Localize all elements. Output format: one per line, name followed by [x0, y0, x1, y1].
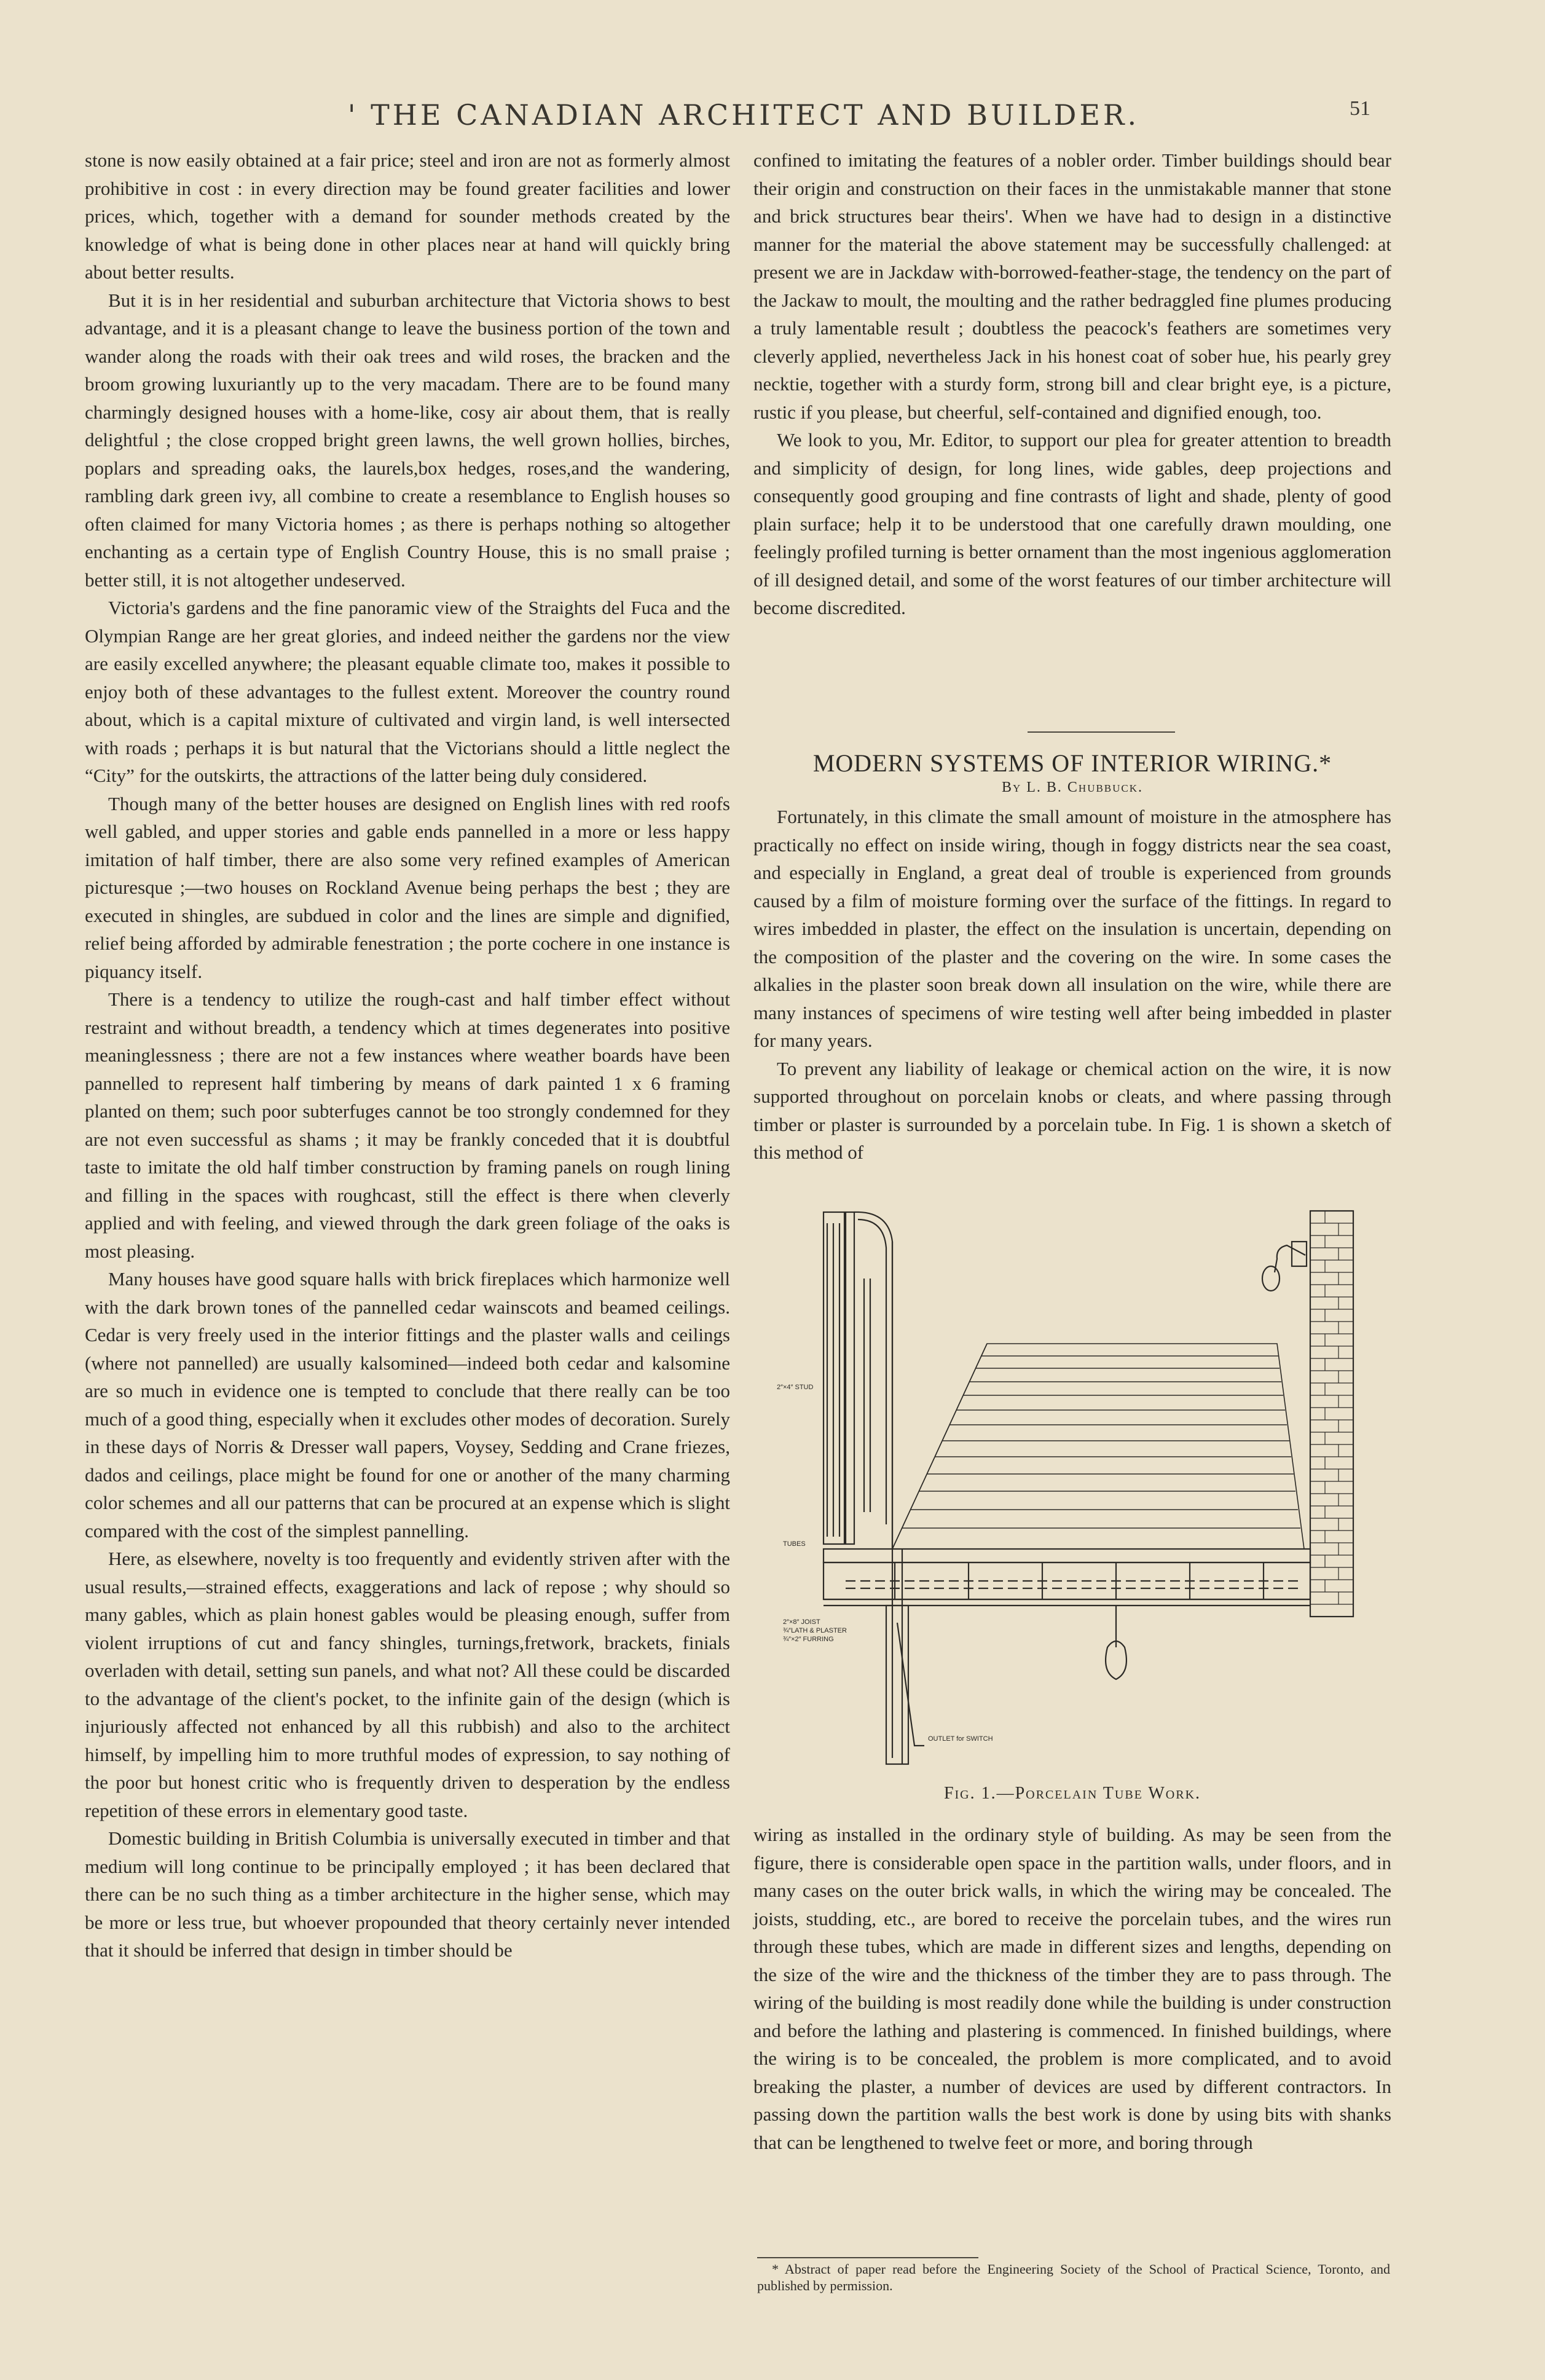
- right-paragraph-2: We look to you, Mr. Editor, to support our plea for greater attention to breadth and simplicity of design, for long lines, wide gables, deep projections and consequently good grouping and fine contrasts of light and shade, plenty of good plain surface; help it to be understood that one carefully drawn moulding, one feelingly profiled turning is better ornament than the most ingenious agglomeration of ill designed detail, and some of the worst features of our timber architecture will become discredited.: [753, 429, 1391, 618]
- right-column-top: [753, 146, 1391, 622]
- left-paragraph-7: Here, as elsewhere, novelty is too frequently and evidently striven after with the usual results,—strained effects, exaggerations and lack of repose ; why should so many gables, which as plain honest gables would be pleasing enough, suffer from violent irruptions of cut and fancy shingles, turnings,fretwork, brackets, finials overladen with detail, setting sun panels, and what not? All these could be discarded to the advantage of the client's pocket, to the infinite gain of the design (which is injuriously affected not enhanced by all this rubbish) and also to the architect himself, by impelling him to more truthful modes of expression, to say nothing of the poor but honest critic who is frequently driven to desperation by the endless repetition of these errors in elementary good taste.: [85, 1548, 730, 1821]
- partition-wall: [824, 1212, 892, 1549]
- article-body-top: [753, 803, 1391, 1167]
- fig-label-lath: ¾″LATH & PLASTER: [783, 1627, 847, 1634]
- article-paragraph-2: To prevent any liability of leakage or chemical action on the wire, it is now supported throughout on porcelain knobs or cleats, and where passing through timber or plaster is surrounded by a porcelain tube. In Fig. 1 is shown a sketch of this method of: [753, 1057, 1391, 1163]
- left-column: [85, 146, 730, 1964]
- article-paragraph-1: Fortunately, in this climate the small amount of moisture in the atmosphere has practically no effect on inside wiring, though in foggy districts near the sea coast, and especially in England, a great deal of trouble is experienced from grounds caused by a film of moisture forming over the surface of the fittings. In regard to wires imbedded in plaster, the effect on the insulation is uncertain, depending on the composition of the plaster and the covering on the wire. In some cases the alkalies in the plaster soon break down all insulation on the wire, while there are many instances of specimens of wire testing well after being imbedded in plaster for many years.: [753, 806, 1391, 1051]
- page-number: 51: [1350, 97, 1370, 120]
- wall-lamp: [1262, 1242, 1307, 1291]
- fig-label-joist: 2″×8″ JOIST: [783, 1618, 820, 1626]
- left-paragraph-4: Though many of the better houses are designed on English lines with red roofs well gabled, and upper stories and gable ends pannelled in a more or less happy imitation of half timber, there are also some very refined examples of American picturesque ;—two houses on Rockland Avenue being perhaps the best ; they are executed in shingles, are subdued in color and the lines are simple and dignified, relief being afforded by admirable fenestration ; the porte cochere in one instance is piquancy itself.: [85, 792, 730, 982]
- footnote-text: * Abstract of paper read before the Engineering Society of the School of Practical Science, Toronto, and published by permission.: [757, 2261, 1390, 2293]
- brick-courses: [1310, 1211, 1353, 1604]
- floor-joists: [824, 1549, 1310, 1606]
- floor-boards: [892, 1344, 1304, 1549]
- fig-label-furring: ¾″×2″ FURRING: [783, 1636, 834, 1643]
- left-paragraph-3: Victoria's gardens and the fine panoramic view of the Straights del Fuca and the Olympian Range are her great glories, and indeed neither the gardens nor the view are easily excelled anywhere; the pleasant equable climate too, makes it possible to enjoy both of these advantages to the fullest extent. Moreover the country round about, which is a capital mixture of cultivated and virgin land, is well intersected with roads ; perhaps it is but natural that the Victorians should a little neglect the “City” for the outskirts, the attractions of the latter being duly considered.: [85, 597, 730, 786]
- fig-label-outlet: OUTLET for SWITCH: [928, 1735, 993, 1743]
- left-paragraph-2: But it is in her residential and suburban architecture that Victoria shows to best advantage, and it is a pleasant change to leave the business portion of the town and wander along the roads with their oak trees and wild roses, the bracken and the broom growing luxuriantly up to the very macadam. There are to be found many charmingly designed houses with a home-like, cosy air about them, that is really delightful ; the close cropped bright green lawns, the well grown hollies, birches, poplars and spreading oaks, the laurels,box hedges, roses,and the wandering, rambling dark green ivy, all combine to create a resemblance to English houses so often claimed for many Victoria homes ; as there is perhaps nothing so altogether enchanting as a certain type of English Country House, this is no small praise ; better still, it is not altogether undeserved.: [85, 289, 730, 591]
- porcelain-tube-figure: [772, 1205, 1364, 1783]
- section-divider: [1028, 731, 1175, 733]
- article-paragraph-3: wiring as installed in the ordinary style of building. As may be seen from the figure, there is considerable open space in the partition walls, under floors, and in many cases on the outer brick walls, in which the wiring may be concealed. The joists, studding, etc., are bored to receive the porcelain tubes, and the wires run through these tubes, which are made in different sizes and lengths, depending on the size of the wire and the thickness of the timber they are to pass through. The wiring of the building is most readily done while the building is under construction and before the lathing and plastering is commenced. In finished buildings, where the wiring is to be concealed, the problem is more complicated, and to avoid breaking the plaster, a number of devices are used by different contractors. In passing down the partition walls the best work is done by using bits with shanks that can be lengthened to twelve feet or more, and boring through: [753, 1824, 1391, 2153]
- left-paragraph-6: Many houses have good square halls with brick fireplaces which harmonize well with the dark brown tones of the pannelled cedar wainscots and beamed ceilings. Cedar is very freely used in the interior fittings and the plaster walls and ceilings (where not pannelled) are usually kalsomined—indeed both cedar and kalsomine are so much in evidence one is tempted to conclude that there really can be too much of a good thing, especially when it excludes other modes of decoration. Surely in these days of Norris & Dresser wall papers, Voysey, Sedding and Crane friezes, dados and ceilings, place might be found for one or another of the many charming color schemes and all our patterns that can be procured at an expense which is slight compared with the cost of the simplest pannelling.: [85, 1268, 730, 1542]
- left-paragraph-8: Domestic building in British Columbia is universally executed in timber and that medium will long continue to be principally employed ; it has been declared that there can be no such thing as a timber architecture in the higher sense, which may be more or less true, but whoever propounded that theory certainly never intended that it should be inferred that design in timber should be: [85, 1827, 730, 1961]
- right-paragraph-1: confined to imitating the features of a nobler order. Timber buildings should bear their origin and construction on their faces in the unmistakable manner that stone and brick structures bear theirs'. When we have had to design in a distinctive manner for the material the above statement may be successfully challenged: at present we are in Jackdaw with-borrowed-feather-stage, the tendency on the part of the Jackaw to moult, the moulting and the rather bedraggled fine plumes producing a truly lamentable result ; doubtless the peacock's feathers are sometimes very cleverly applied, nevertheless Jack in his honest coat of sober hue, his pearly grey necktie, together with a sturdy form, strong bill and clear bright eye, is a picture, rustic if you please, but cheerful, self-contained and dignified enough, too.: [753, 149, 1391, 423]
- wire-run: [886, 1242, 924, 1764]
- left-paragraph-1: stone is now easily obtained at a fair price; steel and iron are not as formerly almost prohibitive in cost : in every direction may be found greater facilities and lower prices, which, together with a demand for sounder methods created by the knowledge of what is being done in other places near at hand will quickly bring about better results.: [85, 149, 730, 283]
- masthead: ' THE CANADIAN ARCHITECT AND BUILDER.: [347, 98, 1140, 132]
- fig-label-tubes: TUBES: [783, 1540, 806, 1548]
- footnote: [757, 2261, 1390, 2294]
- fig-label-stud: 2″×4″ STUD: [777, 1384, 814, 1391]
- footnote-rule: [757, 2257, 978, 2258]
- left-paragraph-5: There is a tendency to utilize the rough-cast and half timber effect without restraint and without breadth, a tendency which at times degenerates into positive meaninglessness ; there are not a few instances where weather boards have been pannelled to represent half timbering by means of dark painted 1 x 6 framing planted on them; such poor subterfuges cannot be too strongly condemned for they are not even successful as shams ; it may be frankly conceded that it is doubtful taste to imitate the old half timber construction by framing panels on rough lining and filling in the spaces with roughcast, still the effect is there when cleverly applied and with feeling, and viewed through the dark green foliage of the oaks is most pleasing.: [85, 988, 730, 1262]
- article-title: MODERN SYSTEMS OF INTERIOR WIRING.*: [812, 749, 1332, 777]
- brick-wall: [1310, 1211, 1353, 1617]
- figure-caption: Fig. 1.—Porcelain Tube Work.: [943, 1784, 1201, 1803]
- article-byline: By L. B. Chubbuck.: [1001, 779, 1144, 795]
- article-body-bottom: [753, 1821, 1391, 2156]
- pendant-lamp: [1106, 1606, 1126, 1679]
